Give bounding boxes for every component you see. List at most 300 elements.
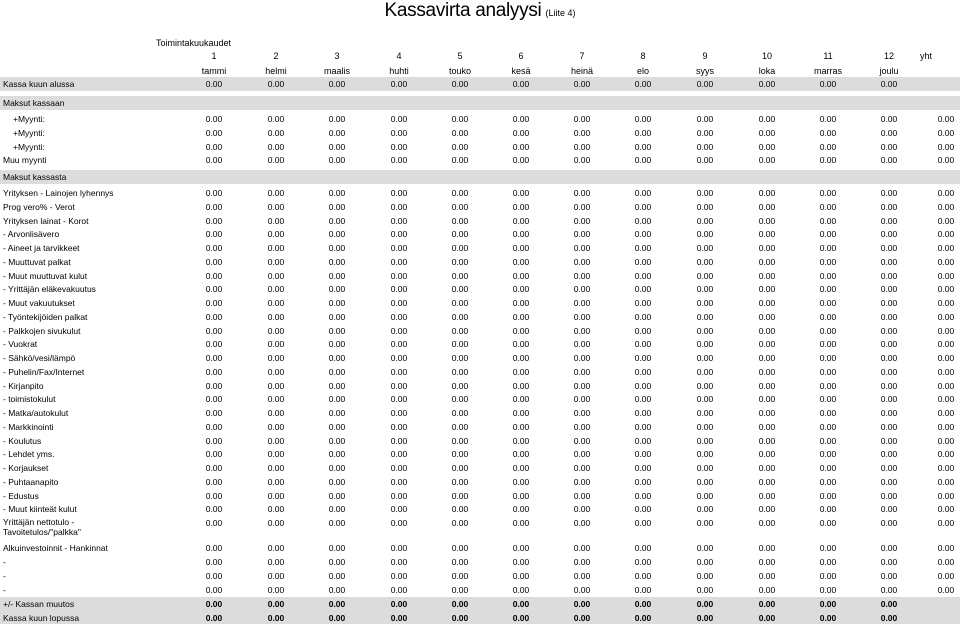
cell-value: 0.00 <box>390 201 408 212</box>
cell-value: 0.00 <box>512 353 530 363</box>
cell-value: 0.00 <box>696 311 714 322</box>
row-outflow <box>0 227 960 241</box>
cell-value: 0.00 <box>937 141 955 152</box>
cell-value: 0.00 <box>328 229 346 240</box>
cell-value: 0.00 <box>267 311 285 322</box>
cell-value: 0.00 <box>205 449 223 460</box>
cell-value: 0.00 <box>880 394 898 405</box>
cell-value: 0.00 <box>819 229 837 240</box>
cell-value: 0.00 <box>937 449 955 460</box>
cell-value: 0.00 <box>328 155 346 166</box>
cell-value: 0.00 <box>937 585 955 595</box>
subtitle-text: (Liite 4) <box>545 8 576 18</box>
month-name: huhti <box>389 66 409 76</box>
cell-value: 0.00 <box>634 490 652 501</box>
row-outflow <box>0 186 960 200</box>
row-label: Prog vero% - Verot <box>3 201 75 212</box>
cell-value: 0.00 <box>758 476 776 487</box>
cell-value: 0.00 <box>328 557 346 567</box>
cell-value: 0.00 <box>696 449 714 460</box>
cell-value: 0.00 <box>634 449 652 460</box>
cell-value: 0.00 <box>328 201 346 212</box>
cell-value: 0.00 <box>451 585 469 595</box>
row-label: +Myynti: <box>13 141 45 152</box>
cell-value: 0.00 <box>512 127 530 138</box>
cell-value: 0.00 <box>634 585 652 595</box>
cell-value: 0.00 <box>758 339 776 350</box>
row-label: - Matka/autokulut <box>3 408 69 418</box>
cell-value: 0.00 <box>819 543 837 553</box>
cell-value: 0.00 <box>512 476 530 487</box>
cell-value: 0.00 <box>696 366 714 377</box>
cell-value: 0.00 <box>880 490 898 501</box>
cell-value: 0.00 <box>696 557 714 567</box>
cell-value: 0.00 <box>512 215 530 226</box>
cell-value: 0.00 <box>451 408 469 418</box>
cell-value: 0.00 <box>267 394 285 405</box>
cell-value: 0.00 <box>819 518 837 528</box>
cell-value: 0.00 <box>880 504 898 515</box>
cell-value: 0.00 <box>512 366 530 377</box>
cell-value: 0.00 <box>267 127 285 138</box>
cell-value: 0.00 <box>937 476 955 487</box>
cell-value: 0.00 <box>696 353 714 363</box>
cell-value: 0.00 <box>634 79 652 89</box>
cell-value: 0.00 <box>696 585 714 595</box>
cell-value: 0.00 <box>573 270 591 281</box>
cell-value: 0.00 <box>758 215 776 226</box>
cell-value: 0.00 <box>390 114 408 124</box>
cell-value: 0.00 <box>512 599 530 609</box>
month-name: elo <box>636 66 649 76</box>
cell-value: 0.00 <box>758 557 776 567</box>
row-inflow <box>0 126 960 140</box>
cell-value: 0.00 <box>696 543 714 553</box>
cell-value: 0.00 <box>880 435 898 446</box>
row-label: - Korjaukset <box>3 463 49 473</box>
cell-value: 0.00 <box>573 408 591 418</box>
cell-value: 0.00 <box>573 141 591 152</box>
cell-value: 0.00 <box>328 298 346 308</box>
cell-value: 0.00 <box>880 188 898 198</box>
row-investment <box>0 583 960 597</box>
cell-value: 0.00 <box>205 311 223 322</box>
row-outflow <box>0 324 960 338</box>
cell-value: 0.00 <box>512 311 530 322</box>
cell-value: 0.00 <box>758 585 776 595</box>
cell-value: 0.00 <box>512 298 530 308</box>
cell-value: 0.00 <box>696 114 714 124</box>
cell-value: 0.00 <box>451 229 469 240</box>
cell-value: 0.00 <box>758 571 776 581</box>
cell-value: 0.00 <box>328 408 346 418</box>
cell-value: 0.00 <box>696 215 714 226</box>
cell-value: 0.00 <box>634 215 652 226</box>
cell-value: 0.00 <box>512 449 530 460</box>
month-name: touko <box>448 66 472 76</box>
cell-value: 0.00 <box>390 311 408 322</box>
row-outflow <box>0 351 960 365</box>
month-number: 5 <box>457 51 463 61</box>
month-name: kesä <box>511 66 531 76</box>
cell-value: 0.00 <box>512 463 530 473</box>
cell-value: 0.00 <box>937 127 955 138</box>
row-label: - Vuokrat <box>3 339 38 350</box>
cell-value: 0.00 <box>390 353 408 363</box>
cell-value: 0.00 <box>937 298 955 308</box>
cell-value: 0.00 <box>267 114 285 124</box>
cell-value: 0.00 <box>328 571 346 581</box>
cell-value: 0.00 <box>880 215 898 226</box>
cell-value: 0.00 <box>451 79 469 89</box>
row-label: - <box>3 585 6 595</box>
cell-value: 0.00 <box>634 284 652 295</box>
cell-value: 0.00 <box>328 284 346 295</box>
cell-value: 0.00 <box>634 571 652 581</box>
cell-value: 0.00 <box>819 298 837 308</box>
cell-value: 0.00 <box>819 311 837 322</box>
cell-value: 0.00 <box>390 127 408 138</box>
cell-value: 0.00 <box>328 613 346 623</box>
row-outflow <box>0 461 960 475</box>
cell-value: 0.00 <box>573 215 591 226</box>
cell-value: 0.00 <box>758 127 776 138</box>
cell-value: 0.00 <box>573 421 591 432</box>
cell-value: 0.00 <box>451 201 469 212</box>
month-name: marras <box>813 66 842 76</box>
cell-value: 0.00 <box>880 408 898 418</box>
cell-value: 0.00 <box>328 188 346 198</box>
cell-value: 0.00 <box>937 353 955 363</box>
cell-value: 0.00 <box>512 585 530 595</box>
cell-value: 0.00 <box>390 366 408 377</box>
cell-value: 0.00 <box>205 339 223 350</box>
row-inflow <box>0 140 960 154</box>
cell-value: 0.00 <box>512 141 530 152</box>
cell-value: 0.00 <box>267 79 285 89</box>
cell-value: 0.00 <box>390 421 408 432</box>
cell-value: 0.00 <box>390 339 408 350</box>
cell-value: 0.00 <box>205 243 223 253</box>
cell-value: 0.00 <box>267 339 285 350</box>
cell-value: 0.00 <box>937 518 955 528</box>
cell-value: 0.00 <box>696 463 714 473</box>
cell-value: 0.00 <box>512 114 530 124</box>
cell-value: 0.00 <box>634 127 652 138</box>
cell-value: 0.00 <box>880 339 898 350</box>
cell-value: 0.00 <box>205 188 223 198</box>
cell-value: 0.00 <box>451 490 469 501</box>
cell-value: 0.00 <box>819 435 837 446</box>
cell-value: 0.00 <box>634 141 652 152</box>
cell-value: 0.00 <box>512 421 530 432</box>
cell-value: 0.00 <box>390 325 408 336</box>
cell-value: 0.00 <box>328 325 346 336</box>
cell-value: 0.00 <box>696 490 714 501</box>
cell-value: 0.00 <box>451 256 469 267</box>
cell-value: 0.00 <box>573 229 591 240</box>
cell-value: 0.00 <box>390 518 408 528</box>
cell-value: 0.00 <box>758 229 776 240</box>
cell-value: 0.00 <box>696 127 714 138</box>
cell-value: 0.00 <box>205 476 223 487</box>
cell-value: 0.00 <box>937 284 955 295</box>
cell-value: 0.00 <box>819 215 837 226</box>
cell-value: 0.00 <box>267 243 285 253</box>
row-outflow <box>0 200 960 214</box>
cell-value: 0.00 <box>937 243 955 253</box>
cell-value: 0.00 <box>758 543 776 553</box>
section-maksut-kassaan <box>0 96 960 110</box>
cell-value: 0.00 <box>205 325 223 336</box>
cell-value: 0.00 <box>696 201 714 212</box>
cell-value: 0.00 <box>696 476 714 487</box>
cell-value: 0.00 <box>758 380 776 391</box>
cell-value: 0.00 <box>880 325 898 336</box>
cell-value: 0.00 <box>634 463 652 473</box>
row-label: - Puhtaanapito <box>3 476 59 487</box>
cell-value: 0.00 <box>937 155 955 166</box>
cell-value: 0.00 <box>819 127 837 138</box>
row-outflow <box>0 214 960 228</box>
cell-value: 0.00 <box>696 325 714 336</box>
cell-value: 0.00 <box>512 270 530 281</box>
row-label: Kassa kuun alussa <box>3 79 75 89</box>
cell-value: 0.00 <box>758 504 776 515</box>
cell-value: 0.00 <box>937 339 955 350</box>
cell-value: 0.00 <box>390 449 408 460</box>
cell-value: 0.00 <box>267 476 285 487</box>
cell-value: 0.00 <box>512 408 530 418</box>
cell-value: 0.00 <box>819 394 837 405</box>
cell-value: 0.00 <box>880 79 898 89</box>
row-outflow <box>0 269 960 283</box>
cell-value: 0.00 <box>819 366 837 377</box>
cell-value: 0.00 <box>634 421 652 432</box>
cell-value: 0.00 <box>758 270 776 281</box>
row-label: Maksut kassasta <box>3 172 67 182</box>
row-label: - <box>3 557 6 567</box>
cell-value: 0.00 <box>880 599 898 609</box>
cell-value: 0.00 <box>205 504 223 515</box>
cell-value: 0.00 <box>451 504 469 515</box>
row-label: - toimistokulut <box>3 394 56 405</box>
cell-value: 0.00 <box>696 339 714 350</box>
cell-value: 0.00 <box>512 79 530 89</box>
cell-value: 0.00 <box>451 543 469 553</box>
cell-value: 0.00 <box>819 449 837 460</box>
cell-value: 0.00 <box>696 284 714 295</box>
cell-value: 0.00 <box>451 421 469 432</box>
month-number: 4 <box>396 51 402 61</box>
cell-value: 0.00 <box>758 366 776 377</box>
row-label: - Sähkö/vesi/lämpö <box>3 353 76 363</box>
cell-value: 0.00 <box>937 256 955 267</box>
row-kassan-muutos <box>0 597 960 611</box>
cell-value: 0.00 <box>758 298 776 308</box>
cell-value: 0.00 <box>512 504 530 515</box>
cell-value: 0.00 <box>880 476 898 487</box>
cell-value: 0.00 <box>634 394 652 405</box>
cell-value: 0.00 <box>573 366 591 377</box>
row-outflow <box>0 447 960 461</box>
cell-value: 0.00 <box>328 270 346 281</box>
cell-value: 0.00 <box>634 270 652 281</box>
cell-value: 0.00 <box>512 284 530 295</box>
cell-value: 0.00 <box>390 599 408 609</box>
cell-value: 0.00 <box>880 114 898 124</box>
cell-value: 0.00 <box>205 557 223 567</box>
cell-value: 0.00 <box>696 394 714 405</box>
cell-value: 0.00 <box>573 557 591 567</box>
row-label: - Aineet ja tarvikkeet <box>3 243 80 253</box>
row-outflow <box>0 379 960 393</box>
cell-value: 0.00 <box>937 543 955 553</box>
row-label: +Myynti: <box>13 114 45 124</box>
cell-value: 0.00 <box>880 229 898 240</box>
month-name: syys <box>696 66 714 76</box>
month-name: joulu <box>879 66 899 76</box>
cell-value: 0.00 <box>451 270 469 281</box>
cell-value: 0.00 <box>205 490 223 501</box>
cell-value: 0.00 <box>390 380 408 391</box>
cell-value: 0.00 <box>390 298 408 308</box>
cell-value: 0.00 <box>696 421 714 432</box>
cell-value: 0.00 <box>696 155 714 166</box>
cell-value: 0.00 <box>512 243 530 253</box>
cell-value: 0.00 <box>205 543 223 553</box>
row-kassa-lopussa <box>0 611 960 624</box>
cell-value: 0.00 <box>758 79 776 89</box>
cell-value: 0.00 <box>880 449 898 460</box>
cell-value: 0.00 <box>328 127 346 138</box>
cell-value: 0.00 <box>390 229 408 240</box>
cell-value: 0.00 <box>267 353 285 363</box>
row-kassa-alussa <box>0 77 960 91</box>
cell-value: 0.00 <box>512 325 530 336</box>
cell-value: 0.00 <box>937 270 955 281</box>
row-label: Yrittäjän nettotulo - <box>3 517 75 527</box>
cell-value: 0.00 <box>451 339 469 350</box>
cell-value: 0.00 <box>328 339 346 350</box>
cell-value: 0.00 <box>205 284 223 295</box>
row-investment <box>0 541 960 555</box>
cell-value: 0.00 <box>573 284 591 295</box>
cell-value: 0.00 <box>758 435 776 446</box>
cell-value: 0.00 <box>328 421 346 432</box>
row-label: - Lehdet yms. <box>3 449 55 460</box>
cell-value: 0.00 <box>758 490 776 501</box>
cell-value: 0.00 <box>819 421 837 432</box>
cell-value: 0.00 <box>819 114 837 124</box>
cell-value: 0.00 <box>451 188 469 198</box>
row-outflow <box>0 310 960 324</box>
cell-value: 0.00 <box>451 394 469 405</box>
row-label: Kassa kuun lopussa <box>3 613 80 623</box>
month-number: 12 <box>883 51 894 61</box>
row-label: Alkuinvestoinnit - Hankinnat <box>3 543 108 553</box>
cell-value: 0.00 <box>205 256 223 267</box>
cell-value: 0.00 <box>696 408 714 418</box>
cell-value: 0.00 <box>880 243 898 253</box>
cell-value: 0.00 <box>451 127 469 138</box>
cell-value: 0.00 <box>880 543 898 553</box>
cell-value: 0.00 <box>819 490 837 501</box>
cell-value: 0.00 <box>512 490 530 501</box>
cell-value: 0.00 <box>390 571 408 581</box>
cell-value: 0.00 <box>451 463 469 473</box>
cell-value: 0.00 <box>573 463 591 473</box>
cell-value: 0.00 <box>819 155 837 166</box>
row-label: - Muut vakuutukset <box>3 298 75 308</box>
cell-value: 0.00 <box>758 518 776 528</box>
cell-value: 0.00 <box>758 256 776 267</box>
cell-value: 0.00 <box>328 394 346 405</box>
row-yrittajan-nettotulo <box>0 516 960 540</box>
month-number: 6 <box>518 51 524 61</box>
cell-value: 0.00 <box>819 243 837 253</box>
cell-value: 0.00 <box>390 141 408 152</box>
cell-value: 0.00 <box>328 449 346 460</box>
cell-value: 0.00 <box>451 353 469 363</box>
cell-value: 0.00 <box>880 613 898 623</box>
cell-value: 0.00 <box>634 311 652 322</box>
cell-value: 0.00 <box>205 380 223 391</box>
cell-value: 0.00 <box>573 599 591 609</box>
cell-value: 0.00 <box>267 325 285 336</box>
cell-value: 0.00 <box>819 201 837 212</box>
cell-value: 0.00 <box>205 114 223 124</box>
cell-value: 0.00 <box>512 543 530 553</box>
cell-value: 0.00 <box>451 243 469 253</box>
cell-value: 0.00 <box>696 435 714 446</box>
cell-value: 0.00 <box>573 435 591 446</box>
cell-value: 0.00 <box>758 201 776 212</box>
cell-value: 0.00 <box>267 366 285 377</box>
cell-value: 0.00 <box>390 557 408 567</box>
cell-value: 0.00 <box>819 141 837 152</box>
cell-value: 0.00 <box>758 114 776 124</box>
cell-value: 0.00 <box>573 490 591 501</box>
cell-value: 0.00 <box>205 571 223 581</box>
cell-value: 0.00 <box>937 380 955 391</box>
cell-value: 0.00 <box>937 504 955 515</box>
cell-value: 0.00 <box>328 518 346 528</box>
cell-value: 0.00 <box>267 449 285 460</box>
cell-value: 0.00 <box>696 256 714 267</box>
cell-value: 0.00 <box>696 613 714 623</box>
cell-value: 0.00 <box>390 613 408 623</box>
cell-value: 0.00 <box>573 543 591 553</box>
cell-value: 0.00 <box>205 298 223 308</box>
cell-value: 0.00 <box>390 256 408 267</box>
cell-value: 0.00 <box>696 141 714 152</box>
cell-value: 0.00 <box>328 463 346 473</box>
cell-value: 0.00 <box>819 188 837 198</box>
cell-value: 0.00 <box>512 394 530 405</box>
cell-value: 0.00 <box>634 256 652 267</box>
cell-value: 0.00 <box>819 339 837 350</box>
cell-value: 0.00 <box>758 284 776 295</box>
cell-value: 0.00 <box>267 463 285 473</box>
cell-value: 0.00 <box>937 435 955 446</box>
cell-value: 0.00 <box>573 114 591 124</box>
cell-value: 0.00 <box>267 141 285 152</box>
cell-value: 0.00 <box>634 599 652 609</box>
cell-value: 0.00 <box>758 421 776 432</box>
cell-value: 0.00 <box>634 518 652 528</box>
row-label: Yrityksen lainat - Korot <box>3 215 89 226</box>
